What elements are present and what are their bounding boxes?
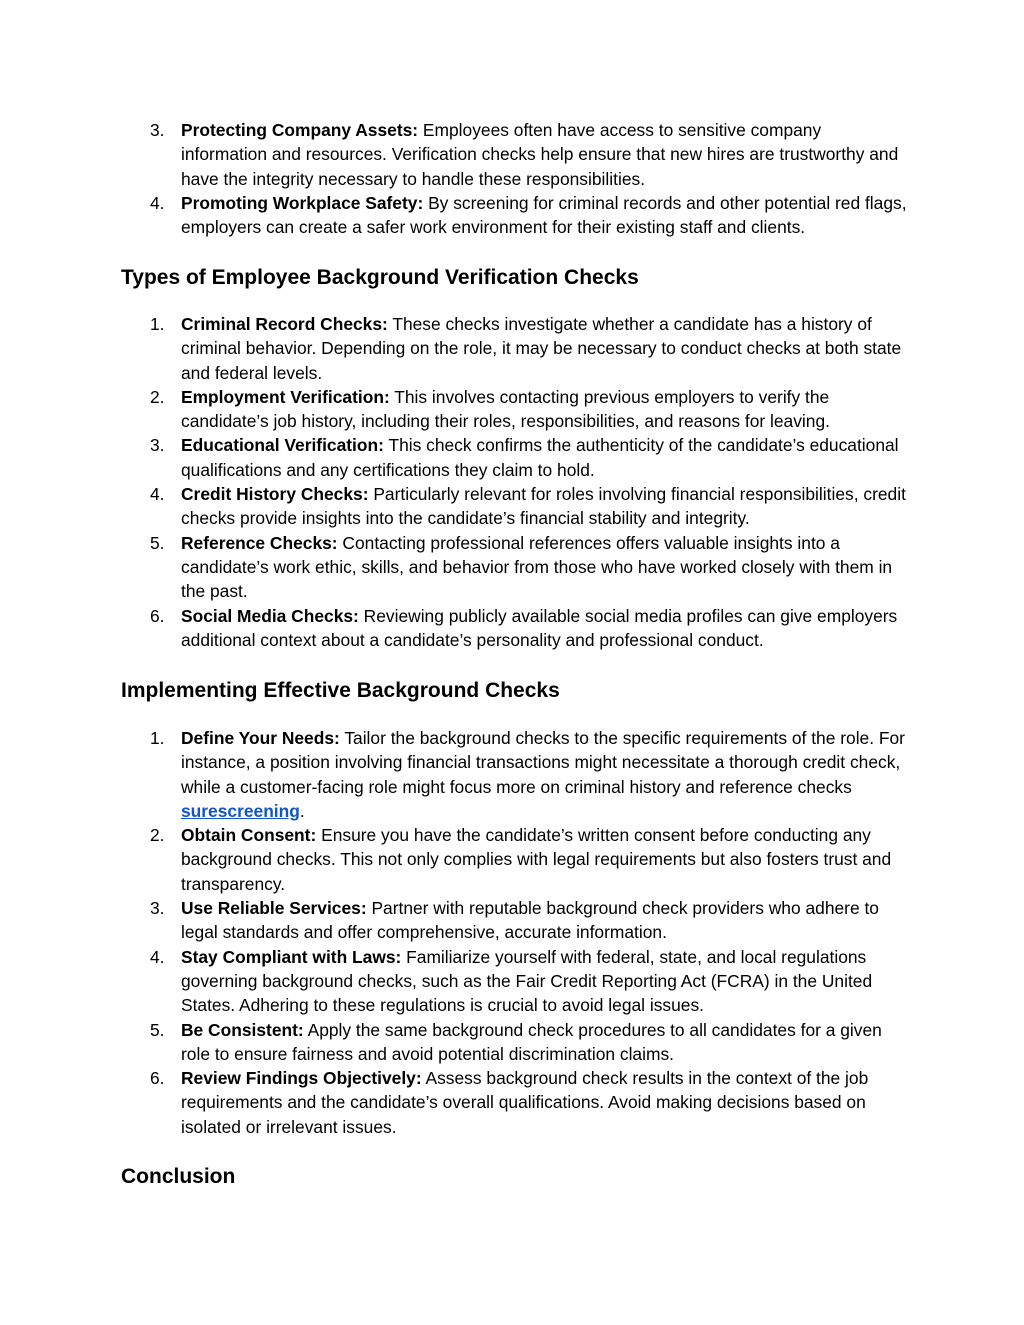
item-lead: Criminal Record Checks:	[181, 314, 388, 334]
list-number: 3.	[150, 898, 165, 919]
item-text: Particularly relevant for roles involving financial responsibilities, credit checks provide insights into the candidate’s financial stability and integrity.	[181, 484, 906, 529]
item-text: By screening for criminal records and other potential red flags, employers can create a safer work environment for their existing staff and clients.	[181, 192, 907, 238]
list-item	[0, 312, 1024, 385]
list-item	[0, 1066, 1024, 1139]
list-number: 6.	[150, 1068, 165, 1089]
item-lead: Credit History Checks:	[181, 484, 369, 505]
item-lead: Define Your Needs:	[181, 728, 340, 748]
list-item	[0, 531, 1024, 604]
list-number: 4.	[150, 484, 165, 505]
list-number: 3.	[150, 435, 165, 456]
types-list	[0, 312, 1024, 652]
item-text: Familiarize yourself with federal, state, and local regulations governing background checks, such as the Fair Credit Reporting Act (FCRA) in the United States. Adhering to these regulations is crucial to avoid legal issues.	[181, 946, 873, 1016]
list-number: 3.	[150, 120, 165, 140]
list-item	[0, 823, 1024, 896]
list-number: 6.	[150, 605, 165, 626]
list-number: 2.	[150, 825, 165, 846]
item-text: Tailor the background checks to the specific requirements of the role. For instance, a position involving financial transactions might necessitate a thorough credit check, while a customer-facing role might focus more on criminal history and reference checks	[181, 728, 905, 797]
item-lead: Educational Verification:	[181, 435, 384, 456]
item-lead: Protecting Company Assets:	[181, 120, 419, 140]
list-number: 4.	[150, 946, 165, 967]
list-item	[0, 1018, 1024, 1067]
list-item	[0, 726, 1024, 823]
item-text: Apply the same background check procedures to all candidates for a given role to ensure fairness and avoid potential discrimination claims.	[181, 1019, 882, 1064]
list-number: 1.	[150, 728, 165, 748]
list-number: 2.	[150, 386, 165, 407]
list-item	[0, 896, 1024, 945]
section-heading-conclusion: Conclusion	[121, 1165, 236, 1188]
list-item	[0, 945, 1024, 1018]
list-item	[0, 482, 1024, 531]
item-lead: Reference Checks:	[181, 532, 338, 553]
list-number: 1.	[150, 314, 165, 334]
item-lead: Be Consistent:	[181, 1019, 304, 1040]
implementing-list	[0, 726, 1024, 1139]
list-item	[0, 118, 1024, 191]
item-text: Partner with reputable background check providers who adhere to legal standards and offer comprehensive, accurate information.	[181, 898, 879, 943]
item-text: Reviewing publicly available social media profiles can give employers additional context about a candidate’s personality and professional conduct.	[181, 605, 898, 650]
intro-list	[0, 118, 1024, 239]
item-text: This involves contacting previous employers to verify the candidate’s job history, including their roles, responsibilities, and reasons for leaving.	[181, 386, 830, 432]
item-lead: Stay Compliant with Laws:	[181, 946, 402, 967]
section-heading-types: Types of Employee Background Verification Checks	[121, 266, 639, 289]
item-lead: Obtain Consent:	[181, 825, 317, 846]
item-lead: Employment Verification:	[181, 386, 390, 407]
item-text: These checks investigate whether a candidate has a history of criminal behavior. Depending on the role, it may be necessary to conduct checks at both state and federal levels.	[181, 314, 902, 383]
item-text: Employees often have access to sensitive company information and resources. Verification checks help ensure that new hires are trustworthy and have the integrity necessary to handle these responsibilities.	[181, 120, 899, 189]
surescreening-link[interactable]: surescreening	[181, 800, 300, 821]
list-item	[0, 604, 1024, 653]
section-heading-implementing: Implementing Effective Background Checks	[121, 679, 560, 702]
item-lead: Social Media Checks:	[181, 605, 359, 626]
item-text: Assess background check results in the context of the job requirements and the candidate’s overall qualifications. Avoid making decisions based on isolated or irrelevant issues.	[181, 1068, 869, 1137]
item-text: Contacting professional references offers valuable insights into a candidate’s work ethic, skills, and behavior from those who have worked closely with them in the past.	[181, 532, 893, 602]
list-number: 4.	[150, 192, 165, 213]
list-item	[0, 385, 1024, 434]
item-text: Ensure you have the candidate’s written consent before conducting any background checks. This not only complies with legal requirements but also fosters trust and transparency.	[181, 825, 892, 894]
list-number: 5.	[150, 532, 165, 553]
item-lead: Review Findings Objectively:	[181, 1068, 422, 1089]
list-item	[0, 433, 1024, 482]
list-item	[0, 191, 1024, 240]
list-number: 5.	[150, 1019, 165, 1040]
item-text-end: .	[299, 800, 305, 821]
item-text: This check confirms the authenticity of the candidate’s educational qualifications and any certifications they claim to hold.	[181, 435, 899, 480]
item-lead: Use Reliable Services:	[181, 898, 367, 919]
item-lead: Promoting Workplace Safety:	[181, 192, 424, 213]
